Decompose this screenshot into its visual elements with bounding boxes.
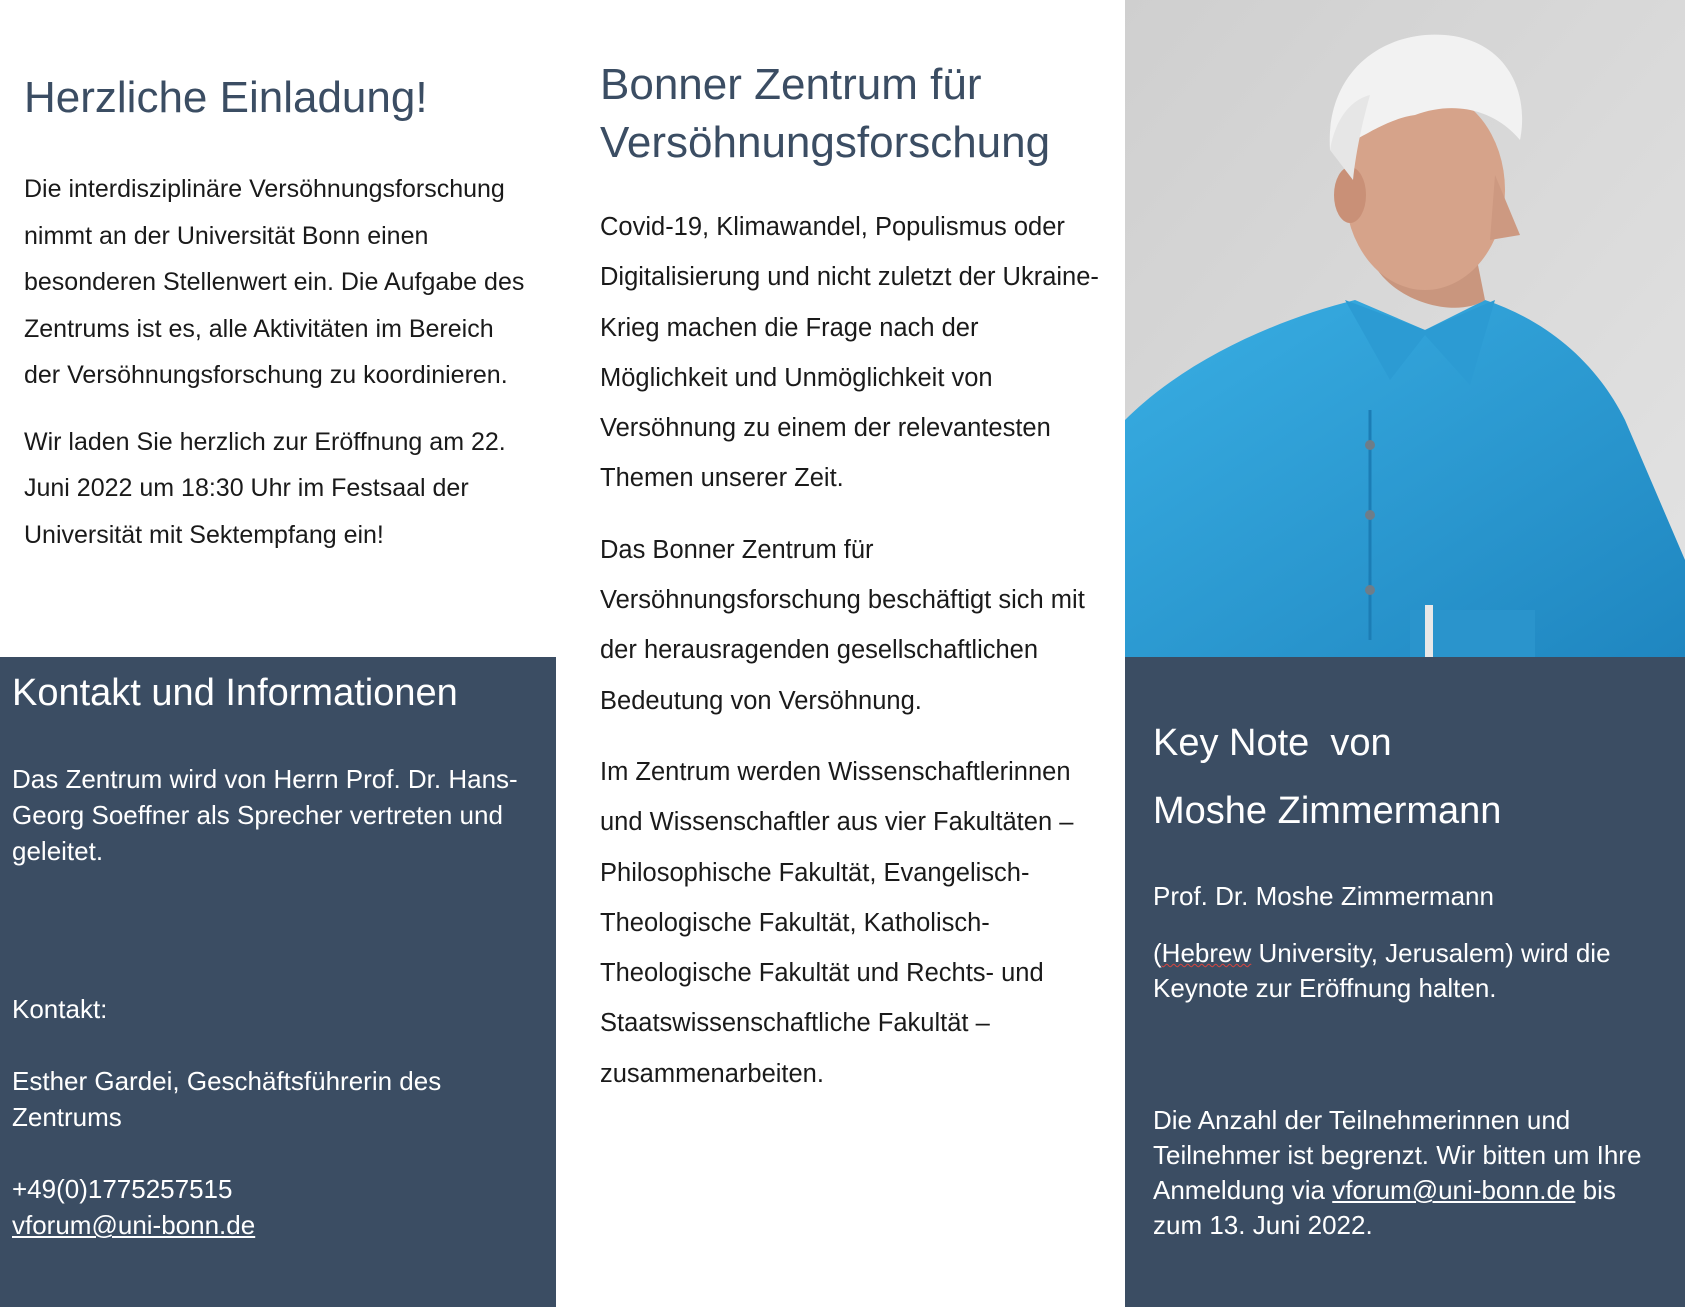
affiliation-rest: University, Jerusalem) wird die Keynote zur Eröffnung halten.: [1153, 938, 1611, 1003]
contact-person: Esther Gardei, Geschäftsführerin des Zentrums: [12, 1066, 442, 1132]
contact-intro: Das Zentrum wird von Herrn Prof. Dr. Hans-Georg Soeffner als Sprecher vertreten und geleitet.: [12, 764, 518, 866]
contact-panel: [0, 657, 556, 1307]
keynote-panel: [1125, 657, 1685, 1307]
center-title: Bonner Zentrum für Versöhnungsforschung: [600, 60, 1051, 167]
center-paragraph-1: Covid-19, Klimawandel, Populismus oder Digitalisierung und nicht zuletzt der Ukraine-Krieg machen die Frage nach der Möglichkeit und Unmöglichkeit von Versöhnung zu einem der relevantesten Themen unserer Zeit.: [600, 213, 1099, 493]
affiliation-open: (: [1153, 938, 1162, 968]
invitation-paragraph-1: Die interdisziplinäre Versöhnungsforschung nimmt an der Universität Bonn einen besonderen Stellenwert ein. Die Aufgabe des Zentrums ist es, alle Aktivitäten im Bereich der Versöhnungsforschung zu koordinieren.: [24, 175, 525, 389]
contact-email-link[interactable]: vforum@uni-bonn.de: [12, 1210, 256, 1240]
contact-label: Kontakt:: [12, 994, 108, 1024]
invitation-paragraph-2: Wir laden Sie herzlich zur Eröffnung am 22. Juni 2022 um 18:30 Uhr im Festsaal der Universität mit Sektempfang ein!: [24, 427, 506, 549]
keynote-title-line-1: Key Note von: [1153, 722, 1392, 764]
contact-title: Kontakt und Informationen: [12, 672, 458, 714]
registration-email-link[interactable]: vforum@uni-bonn.de: [1332, 1175, 1576, 1205]
keynote-affiliation: [1153, 936, 1657, 1006]
keynote-title-line-2: Moshe Zimmermann: [1153, 790, 1502, 832]
registration-text: Die Anzahl der Teilnehmerinnen und Teilnehmer ist begrenzt. Wir bitten um Ihre Anmeldung via: [1153, 1105, 1642, 1205]
contact-phone: +49(0)1775257515: [12, 1174, 233, 1204]
portrait-photo-icon: [1125, 0, 1685, 657]
center-paragraph-3: Im Zentrum werden Wissenschaftlerinnen und Wissenschaftler aus vier Fakultäten – Philosophische Fakultät, Evangelisch-Theologische Fakultät, Katholisch-Theologische Fakultät und Rechts- und Staatswissenschaftliche Fakultät – zusammenarbeiten.: [600, 757, 1074, 1088]
invitation-title: Herzliche Einladung!: [24, 73, 428, 122]
registration-deadline: bis zum 13. Juni 2022.: [1153, 1175, 1616, 1240]
center-section: [556, 0, 1125, 1307]
center-paragraph-2: Das Bonner Zentrum für Versöhnungsforschung beschäftigt sich mit der herausragenden gesellschaftlichen Bedeutung von Versöhnung.: [600, 535, 1085, 715]
speaker-photo: [1125, 0, 1685, 657]
keynote-speaker: Prof. Dr. Moshe Zimmermann: [1153, 881, 1494, 911]
registration-note: [1153, 1103, 1657, 1243]
invitation-section: [0, 0, 556, 657]
affiliation-word: Hebrew: [1161, 938, 1252, 968]
